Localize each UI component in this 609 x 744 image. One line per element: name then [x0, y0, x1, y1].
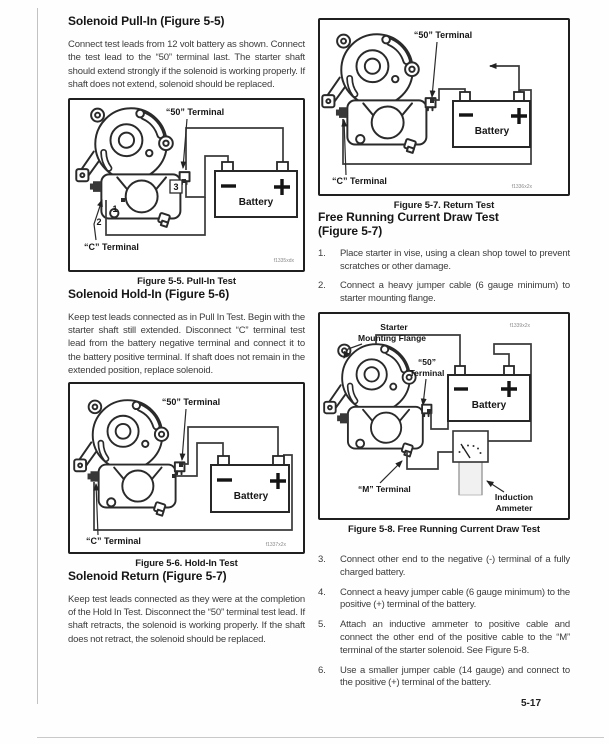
battery [211, 456, 289, 512]
page-edge-line-vertical [37, 8, 38, 704]
figure-5-6-drawing [70, 384, 303, 552]
terminal-50-leader [423, 379, 426, 405]
terminal-50-label-line1: “50” [418, 357, 436, 367]
step-1 [318, 247, 570, 273]
page-number: 5-17 [521, 698, 542, 709]
free-running-steps-continued [318, 554, 570, 690]
terminal-50-label: “50” Terminal [161, 396, 221, 407]
terminal-50-label: “50” Terminal [413, 30, 473, 40]
free-running-steps [318, 247, 570, 305]
section-body-pull-in: Connect test leads from 12 volt battery as shown. Connect the test lead to the “50” terminal last. The starter shaft should extend strongly if the solenoid is working properly. If shaft does not extend, solenoid should be replaced. [68, 39, 305, 91]
wire [407, 451, 454, 469]
wire [186, 128, 283, 170]
terminal-50-label: “50” Terminal [165, 106, 225, 117]
wire [431, 411, 448, 429]
page-edge-line-horizontal [37, 737, 604, 738]
figure-5-5-drawing [70, 100, 303, 270]
section-title-pull-in: Solenoid Pull-In (Figure 5-5) [68, 14, 225, 28]
figure-5-8-box [318, 312, 570, 520]
section-title-hold-in: Solenoid Hold-In (Figure 5-6) [68, 286, 230, 301]
figure-5-5-box [68, 98, 305, 272]
terminal-c-label: “C” Terminal [84, 241, 139, 252]
battery-label: Battery [238, 196, 274, 208]
figure-5-7-drawing [320, 20, 566, 194]
figure-5-5-caption: Figure 5-5. Pull-In Test [137, 275, 236, 287]
ammeter-gauge [453, 431, 488, 462]
terminal-c-label: “C” Terminal [332, 176, 387, 186]
figure-5-7 [318, 18, 570, 211]
figure-5-8 [318, 312, 570, 535]
terminal-c-leader [344, 120, 346, 175]
figure-5-8-caption: Figure 5-8. Free Running Current Draw Test [348, 524, 540, 535]
terminal-m-leader [380, 461, 402, 483]
ammeter-leader [487, 481, 504, 492]
figure-id: f1339x2x [509, 323, 530, 329]
section-title-solenoid-return: Solenoid Return (Figure 5-7) [68, 568, 227, 583]
step-text: Place starter in vise, using a clean shop towel to prevent scratches or other damage. [340, 248, 570, 272]
figure-5-6-box [68, 382, 305, 554]
step-number: 3. [318, 554, 326, 565]
right-column [318, 18, 570, 697]
figure-5-6-caption: Figure 5-6. Hold-In Test [135, 557, 238, 569]
step-number: 4. [318, 586, 326, 598]
starter-motor-drawing [324, 344, 431, 456]
flange-label-line2: Mounting Flange [358, 333, 426, 343]
free-running-title-line2: (Figure 5-7) [318, 223, 383, 238]
battery [448, 366, 530, 421]
figure-id: f1336x2x [511, 184, 532, 190]
terminal-50-label-line2: Terminal [409, 368, 445, 378]
flange-label-line1: Starter [380, 322, 408, 332]
step-2 [318, 279, 570, 305]
battery [453, 92, 530, 147]
step-text: Use a smaller jumper cable (14 gauge) and connect to the positive (+) terminal of the battery. [340, 664, 570, 689]
starter-motor-drawing [74, 400, 184, 516]
step-number: 5. [318, 619, 326, 631]
free-running-title-line1: Free Running Current Draw Test [318, 210, 499, 224]
section-title-free-running [318, 211, 570, 238]
step-3 [318, 554, 570, 580]
battery [215, 162, 297, 217]
figure-5-8-drawing [320, 314, 566, 518]
step-text: Connect a heavy jumper cable (6 gauge minimum) to the positive (+) terminal of the battery. [340, 586, 570, 611]
ammeter-label-line2: Ammeter [495, 503, 533, 513]
terminal-50-leader [432, 42, 437, 97]
step-number: 1. [318, 248, 326, 259]
step-text: Connect other end to the negative (-) terminal of a fully charged battery. [340, 554, 570, 578]
step-text: Connect a heavy jumper cable (6 gauge minimum) to starter mounting flange. [340, 280, 570, 304]
figure-5-6 [68, 382, 305, 569]
step-text: Attach an inductive ammeter to positive cable and connect the other end of the positive cable to the “M” terminal of the starter solenoid. See Figure 5-8. [340, 619, 570, 656]
figure-5-5 [68, 98, 305, 287]
battery-label: Battery [474, 126, 510, 137]
figure-id: f1337x2x [265, 541, 286, 548]
section-body-solenoid-return: Keep test leads connected as they were at the completion of the Hold In Test. Disconnect the “50” terminal test lead. If shaft retracts, the solenoid is working properly. If the shaft does not retract, the solenoid should be replaced. [68, 593, 305, 645]
left-column [68, 14, 305, 646]
step-number: 2. [318, 280, 326, 291]
terminal-c-label: “C” Terminal [86, 535, 141, 546]
figure-5-7-caption: Figure 5-7. Return Test [393, 200, 495, 211]
terminal-50-leader [182, 409, 186, 460]
starter-motor-drawing [76, 108, 189, 227]
disconnected-lead-arrow [490, 66, 519, 92]
callout-2: 2 [96, 216, 102, 227]
section-body-hold-in: Keep test leads connected as in Pull In Test. Begin with the starter shaft still extended. Disconnect “C” terminal test lead from the battery negative terminal and connect it to the battery positive terminal. If shaft does not remain in the extended position, replace solenoid. [68, 311, 305, 377]
step-4 [318, 587, 570, 613]
terminal-m-label: “M” Terminal [358, 484, 411, 494]
step-6 [318, 665, 570, 691]
battery-label: Battery [471, 400, 507, 411]
battery-label: Battery [233, 490, 269, 502]
step-5 [318, 619, 570, 657]
induction-ammeter [453, 431, 488, 495]
step-number: 6. [318, 664, 326, 676]
figure-5-7-box [318, 18, 570, 196]
callout-1: 1 [112, 203, 118, 214]
starter-motor-drawing [322, 34, 435, 153]
ammeter-label-line1: Induction [494, 492, 534, 502]
callout-3: 3 [173, 181, 179, 192]
figure-id: f1335xdx [273, 257, 294, 264]
